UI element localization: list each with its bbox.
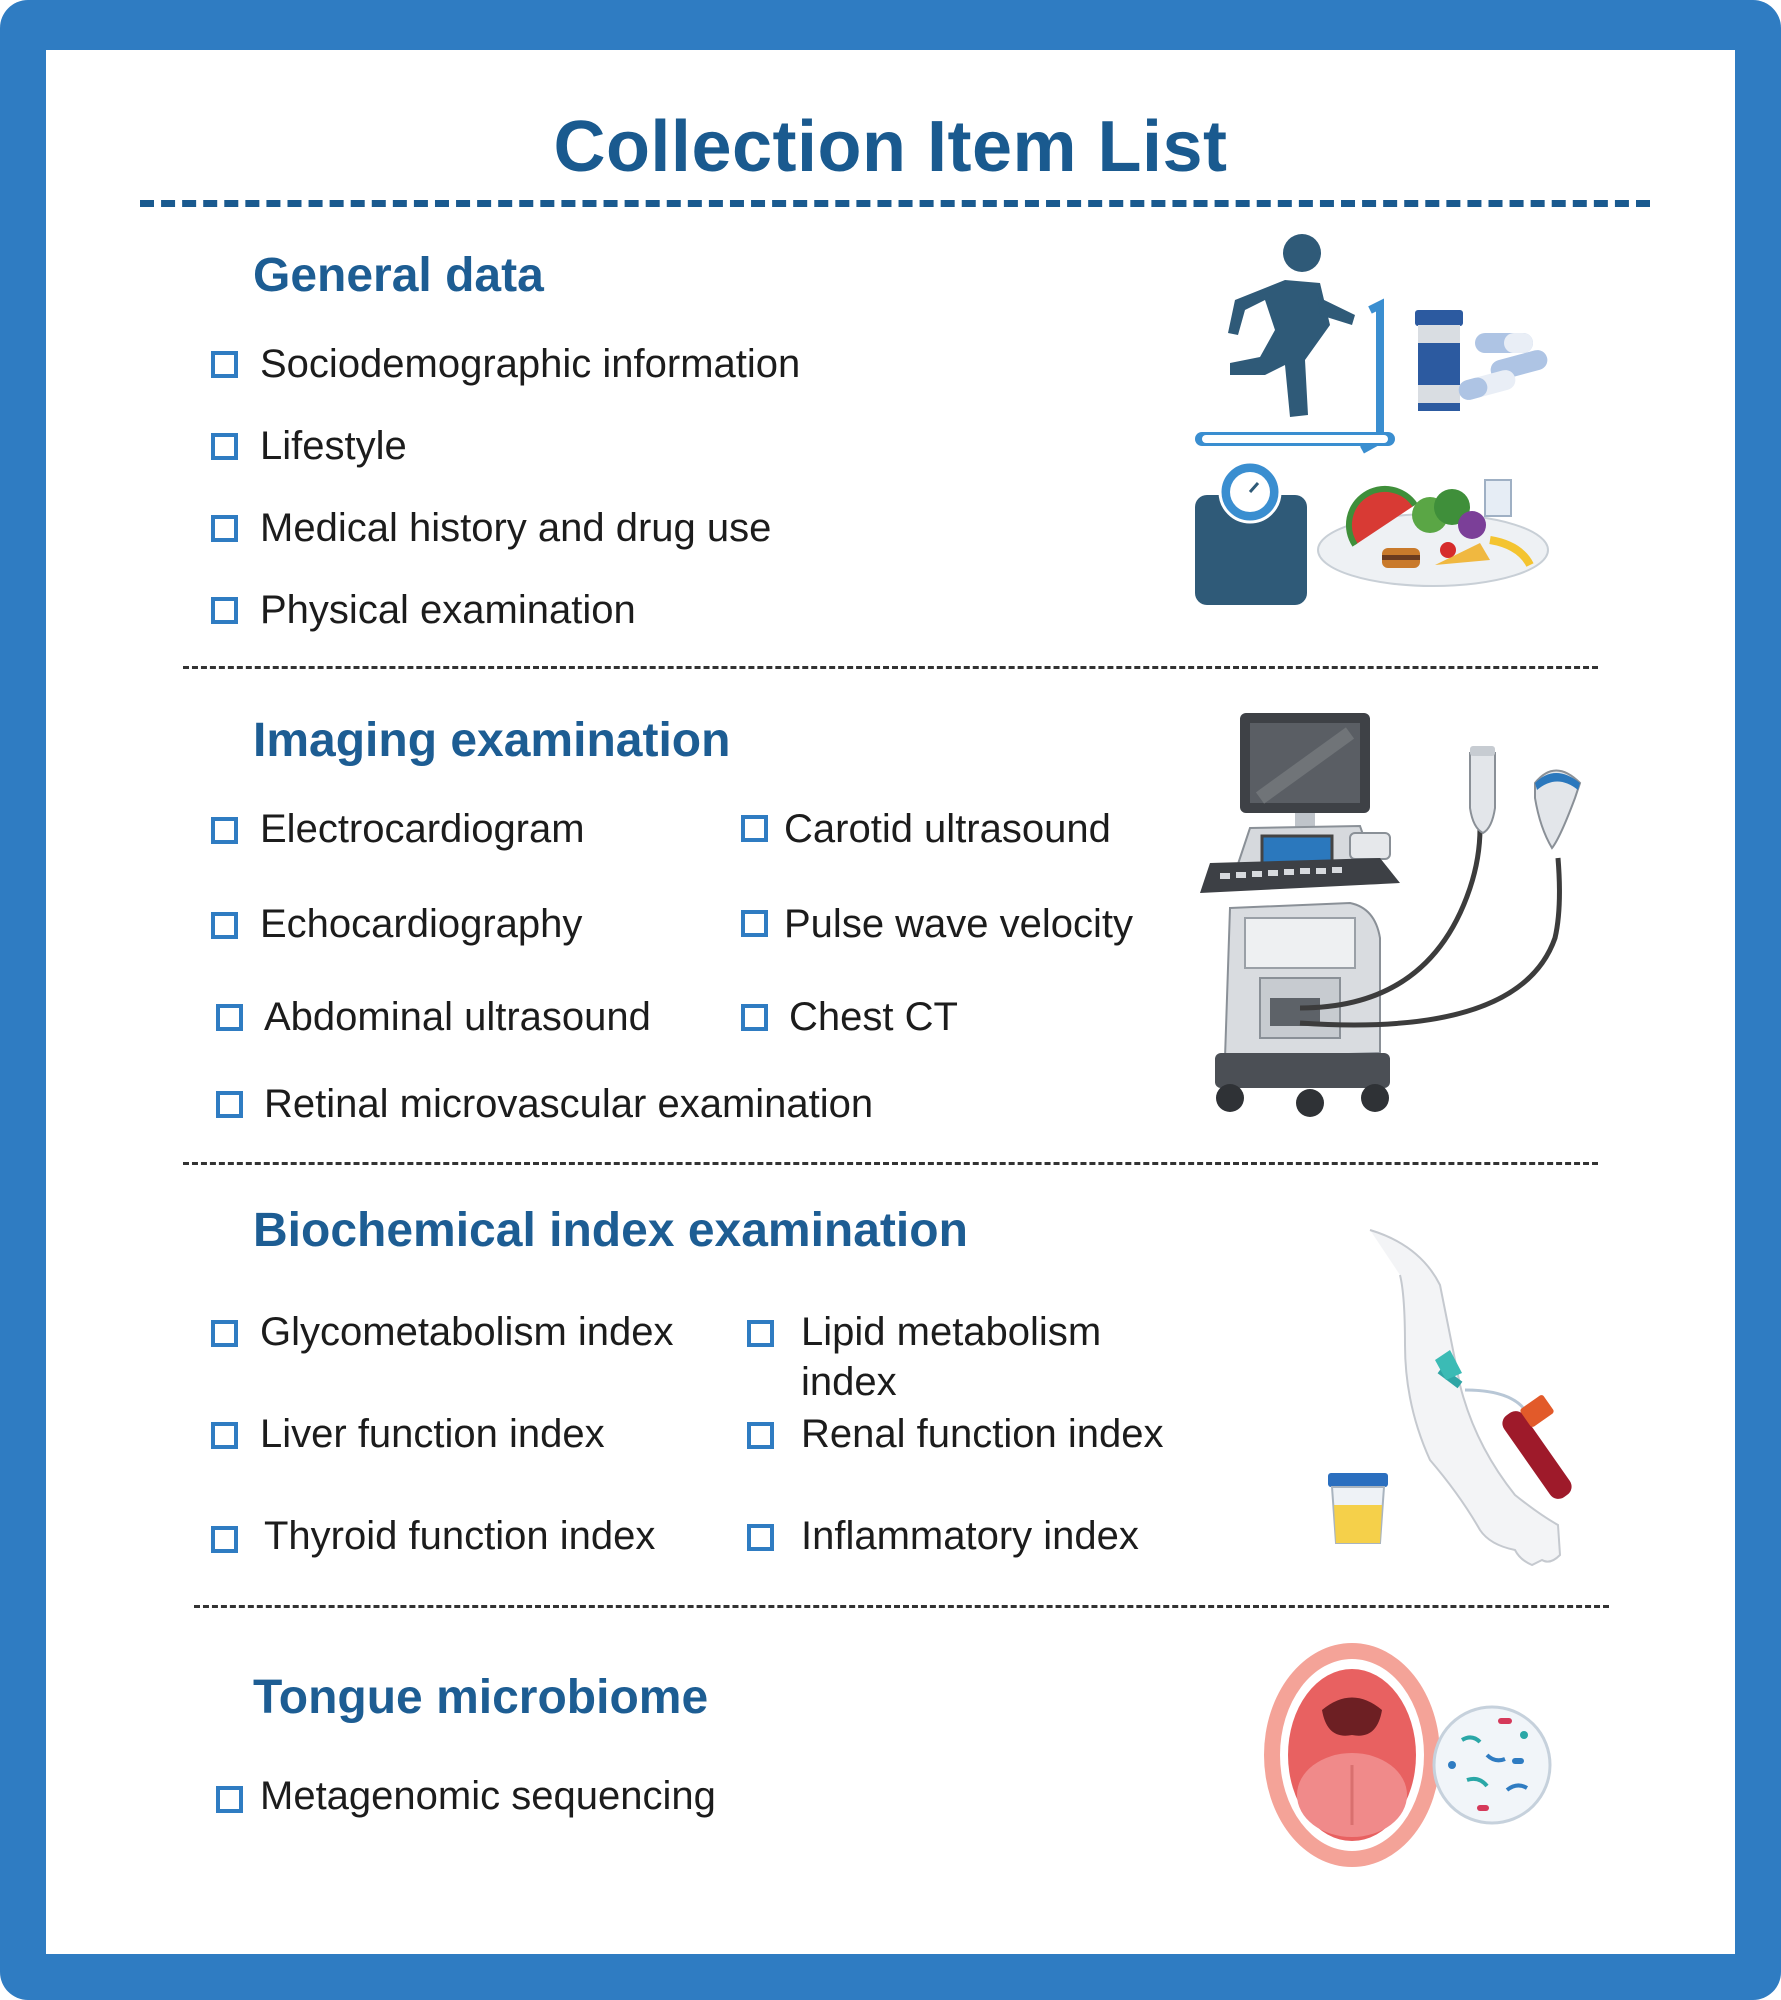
checkbox-icon — [216, 1004, 243, 1031]
list-item: Chest CT — [789, 995, 958, 1039]
checkbox-icon — [211, 817, 238, 844]
section-heading-biochemical: Biochemical index examination — [253, 1204, 968, 1257]
food-plate-icon — [1318, 480, 1548, 586]
list-item: Carotid ultrasound — [784, 807, 1111, 851]
section-heading-tongue: Tongue microbiome — [253, 1671, 709, 1724]
lifestyle-illustration — [1190, 225, 1570, 610]
runner-icon — [1228, 234, 1355, 417]
checkbox-icon — [211, 351, 238, 378]
section-heading-imaging: Imaging examination — [253, 714, 731, 767]
list-item: Renal function index — [801, 1412, 1164, 1456]
section-divider — [183, 666, 1598, 669]
checkbox-icon — [211, 515, 238, 542]
list-item: Lifestyle — [260, 424, 407, 468]
mouth-microbiome-illustration — [1262, 1640, 1562, 1870]
blood-draw-illustration — [1310, 1225, 1610, 1570]
list-item: Physical examination — [260, 588, 636, 632]
checkbox-icon — [216, 1091, 243, 1118]
checkbox-icon — [211, 912, 238, 939]
checkbox-icon — [747, 1422, 774, 1449]
list-item: Abdominal ultrasound — [264, 995, 651, 1039]
checkbox-icon — [741, 1004, 768, 1031]
urine-cup-icon — [1328, 1473, 1388, 1543]
arm-icon — [1370, 1230, 1560, 1565]
checkbox-icon — [211, 597, 238, 624]
list-item: Medical history and drug use — [260, 506, 772, 550]
list-item: Inflammatory index — [801, 1514, 1139, 1558]
scale-icon — [1195, 462, 1307, 605]
ultrasound-machine-illustration — [1200, 708, 1600, 1128]
checkbox-icon — [741, 815, 768, 842]
capsule-icon — [1456, 333, 1549, 402]
checkbox-icon — [211, 1526, 238, 1553]
checkbox-icon — [211, 1422, 238, 1449]
checkbox-icon — [211, 433, 238, 460]
checkbox-icon — [747, 1320, 774, 1347]
checkbox-icon — [741, 910, 768, 937]
ultrasound-machine-icon — [1200, 713, 1400, 1117]
list-item: Lipid metabolism index — [801, 1310, 1102, 1404]
section-divider — [183, 1162, 1598, 1165]
list-item: Electrocardiogram — [260, 807, 585, 851]
mouth-icon — [1264, 1643, 1440, 1867]
list-item: Metagenomic sequencing — [260, 1774, 716, 1818]
checkbox-icon — [747, 1524, 774, 1551]
checkbox-icon — [216, 1786, 243, 1813]
list-item: Liver function index — [260, 1412, 605, 1456]
pill-bottle-icon — [1415, 310, 1463, 411]
title-divider — [140, 200, 1650, 207]
list-item: Thyroid function index — [264, 1514, 656, 1558]
section-heading-general: General data — [253, 249, 544, 302]
microbe-magnifier-icon — [1434, 1707, 1550, 1823]
blood-tube-icon — [1498, 1394, 1575, 1503]
page-title: Collection Item List — [553, 107, 1228, 187]
list-item: Sociodemographic information — [260, 342, 801, 386]
list-item: Glycometabolism index — [260, 1310, 674, 1354]
checkbox-icon — [211, 1320, 238, 1347]
list-item: Pulse wave velocity — [784, 902, 1134, 946]
list-item: Retinal microvascular examination — [264, 1082, 874, 1126]
section-divider — [194, 1605, 1609, 1608]
list-item: Echocardiography — [260, 902, 583, 946]
ultrasound-probe-icon — [1470, 746, 1580, 848]
